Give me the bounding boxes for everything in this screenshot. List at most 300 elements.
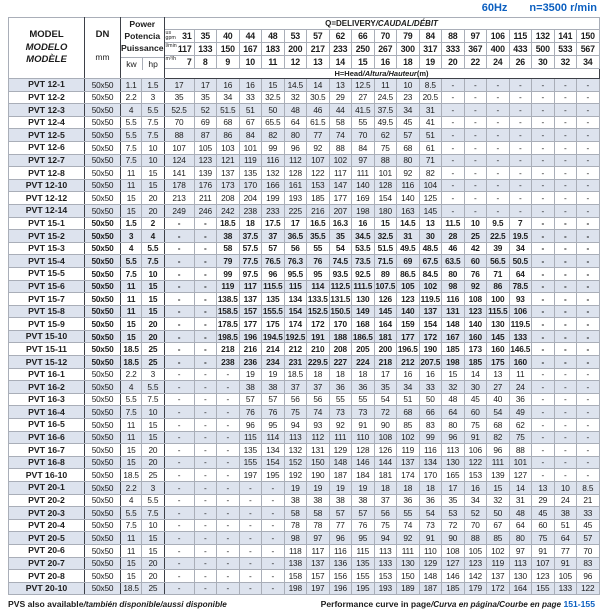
- head-cell: 138.5: [217, 293, 238, 304]
- head-cell: -: [577, 104, 600, 117]
- head-cell: 45: [532, 507, 555, 520]
- head-cell: 101: [374, 167, 397, 180]
- head-cell: 83: [577, 557, 600, 570]
- head-cell: -: [217, 431, 240, 444]
- head-cell: 177: [397, 330, 420, 343]
- head-cell: 129: [329, 444, 352, 457]
- model-cell: PVT 16-6: [9, 431, 85, 444]
- head-cell: 141: [164, 167, 194, 180]
- head-cell: 131.5: [330, 293, 351, 304]
- head-cell: 55: [329, 393, 352, 406]
- head-cell: 76: [239, 406, 262, 419]
- head-cell: 90: [374, 419, 397, 432]
- hp-cell: 15: [142, 532, 164, 545]
- head-cell: 11: [509, 368, 532, 381]
- model-cell: PVT 20-6: [9, 544, 85, 557]
- head-cell: 49.5: [397, 242, 420, 255]
- head-cell: 57: [262, 242, 285, 255]
- head-cell: 55: [397, 507, 420, 520]
- head-cell: 78.5: [509, 280, 532, 293]
- dn-cell: 50x50: [85, 167, 121, 180]
- head-cell: 24.5: [374, 91, 397, 104]
- model-cell: PVT 15-1: [9, 217, 85, 230]
- m3h-value: 20: [442, 56, 465, 69]
- table-row: [9, 456, 600, 469]
- head-cell: 13: [419, 217, 442, 230]
- kw-cell: 7.5: [121, 519, 142, 532]
- head-cell: 55: [352, 393, 375, 406]
- head-cell: 13: [532, 482, 555, 495]
- head-cell: 56: [374, 507, 397, 520]
- head-cell: -: [532, 305, 555, 318]
- gpm-value: 106: [487, 30, 510, 43]
- head-cell: 38: [239, 381, 262, 394]
- head-cell: 45: [577, 519, 600, 532]
- head-cell: 132: [284, 444, 307, 457]
- head-cell: -: [194, 419, 217, 432]
- head-cell: 213: [164, 192, 194, 205]
- hp-cell: 15: [142, 179, 164, 192]
- head-cell: 106: [464, 444, 487, 457]
- m3h-value: 12: [284, 56, 307, 69]
- head-cell: 64: [554, 532, 577, 545]
- hp-cell: 25: [142, 582, 164, 595]
- head-cell: -: [164, 280, 194, 293]
- model-cell: PVT 15-5: [9, 267, 85, 280]
- head-cell: 57: [352, 507, 375, 520]
- head-cell: 33: [239, 91, 262, 104]
- head-cell: 198: [352, 204, 375, 217]
- head-cell: 170: [239, 179, 262, 192]
- head-cell: -: [239, 507, 262, 520]
- head-cell: 74: [307, 406, 330, 419]
- dn-cell: 50x50: [85, 255, 121, 268]
- head-cell: 38: [217, 230, 240, 243]
- head-cell: 36: [329, 381, 352, 394]
- kw-cell: 7.5: [121, 406, 142, 419]
- model-cell: PVT 15-10: [9, 330, 85, 343]
- kw-cell: 1.5: [121, 217, 142, 230]
- head-cell: -: [509, 179, 532, 192]
- head-cell: 21: [577, 494, 600, 507]
- head-cell: 172: [419, 330, 442, 343]
- head-cell: 155: [532, 582, 555, 595]
- head-cell: -: [194, 570, 217, 583]
- head-cell: -: [262, 482, 285, 495]
- head-cell: -: [509, 154, 532, 167]
- head-cell: -: [577, 116, 600, 129]
- head-cell: 94: [374, 532, 397, 545]
- head-cell: -: [554, 91, 577, 104]
- head-cell: 216: [239, 343, 262, 356]
- head-cell: 25: [464, 230, 487, 243]
- model-cell: PVT 12-3: [9, 104, 85, 117]
- head-cell: -: [577, 129, 600, 142]
- head-cell: 104: [419, 179, 442, 192]
- head-cell: 137: [487, 570, 510, 583]
- head-cell: 113: [374, 544, 397, 557]
- head-cell: 113: [509, 557, 532, 570]
- head-cell: 130: [487, 318, 510, 331]
- head-cell: -: [194, 507, 217, 520]
- head-cell: 20.5: [419, 91, 442, 104]
- head-cell: 86: [487, 280, 510, 293]
- head-cell: 18: [419, 482, 442, 495]
- head-cell: 18: [374, 482, 397, 495]
- head-cell: 37.5: [239, 230, 262, 243]
- head-cell: 122: [577, 582, 600, 595]
- kw-cell: 15: [121, 557, 142, 570]
- head-cell: 160: [487, 343, 510, 356]
- head-cell: 107: [307, 154, 330, 167]
- head-cell: 152.5: [307, 306, 328, 317]
- head-cell: 234: [262, 356, 285, 369]
- head-cell: 32: [442, 381, 465, 394]
- hp-cell: 15: [142, 167, 164, 180]
- head-cell: -: [577, 192, 600, 205]
- head-cell: -: [509, 129, 532, 142]
- table-row: [9, 444, 600, 457]
- head-cell: -: [217, 557, 240, 570]
- model-cell: PVT 20-3: [9, 507, 85, 520]
- head-cell: -: [442, 141, 465, 154]
- head-cell: 148: [442, 318, 465, 331]
- dn-cell: 50x50: [85, 431, 121, 444]
- head-cell: 11.5: [442, 217, 465, 230]
- head-cell: -: [194, 532, 217, 545]
- head-cell: -: [532, 368, 555, 381]
- head-cell: 34.5: [352, 230, 375, 243]
- head-cell: 71.5: [374, 255, 397, 268]
- head-cell: 71: [419, 154, 442, 167]
- head-cell: 145: [374, 305, 397, 318]
- dn-cell: 50x50: [85, 570, 121, 583]
- head-cell: -: [554, 431, 577, 444]
- head-cell: 105: [464, 544, 487, 557]
- m3h-value: m³/h 7: [164, 56, 194, 69]
- dn-cell: 50x50: [85, 129, 121, 142]
- head-cell: 117: [329, 167, 352, 180]
- head-cell: -: [577, 179, 600, 192]
- head-cell: -: [577, 431, 600, 444]
- head-cell: 12.5: [352, 79, 375, 92]
- head-cell: 65.5: [262, 116, 285, 129]
- head-cell: -: [554, 343, 577, 356]
- head-cell: 119: [239, 154, 262, 167]
- head-cell: 148: [419, 570, 442, 583]
- head-cell: -: [554, 280, 577, 293]
- head-cell: -: [194, 267, 217, 280]
- head-cell: 216: [307, 204, 330, 217]
- model-cell: PVT 12-6: [9, 141, 85, 154]
- head-cell: 106: [509, 305, 532, 318]
- head-cell: 50.5: [509, 255, 532, 268]
- delivery-header: Q=DELIVERY/CAUDAL/DÉBIT: [164, 18, 599, 30]
- head-cell: 134: [419, 456, 442, 469]
- head-cell: -: [217, 532, 240, 545]
- head-cell: -: [239, 519, 262, 532]
- head-cell: -: [577, 406, 600, 419]
- pvs-note: PVS also available/también disponible/aussi disponible: [8, 599, 227, 609]
- head-cell: 14: [307, 79, 330, 92]
- dn-cell: 50x50: [85, 356, 121, 369]
- head-cell: 15: [262, 79, 285, 92]
- head-cell: -: [554, 116, 577, 129]
- head-cell: 127: [509, 469, 532, 482]
- head-cell: 57: [329, 507, 352, 520]
- hp-cell: 15: [142, 305, 164, 318]
- head-cell: 197: [307, 582, 330, 595]
- head-cell: 102: [487, 544, 510, 557]
- head-cell: -: [554, 330, 577, 343]
- head-cell: 46: [442, 242, 465, 255]
- head-cell: 84.5: [419, 267, 442, 280]
- head-cell: 150: [307, 456, 330, 469]
- head-cell: -: [554, 129, 577, 142]
- head-cell: 92.5: [352, 267, 375, 280]
- head-cell: -: [239, 570, 262, 583]
- model-cell: PVT 12-2: [9, 91, 85, 104]
- head-cell: -: [554, 419, 577, 432]
- head-cell: 179: [464, 582, 487, 595]
- head-cell: 55: [307, 242, 330, 255]
- head-cell: 61: [419, 141, 442, 154]
- head-cell: 212: [397, 356, 420, 369]
- head-cell: 167: [442, 330, 465, 343]
- head-cell: 30.5: [307, 91, 330, 104]
- head-cell: 29: [329, 91, 352, 104]
- table-row: [9, 230, 600, 243]
- head-cell: 82: [487, 431, 510, 444]
- head-cell: 83: [419, 419, 442, 432]
- head-cell: -: [464, 167, 487, 180]
- head-cell: -: [164, 217, 194, 230]
- head-cell: -: [194, 393, 217, 406]
- head-cell: 176: [194, 179, 217, 192]
- head-cell: -: [194, 456, 217, 469]
- head-cell: -: [194, 368, 217, 381]
- head-cell: 73: [352, 406, 375, 419]
- head-cell: 33: [577, 507, 600, 520]
- head-cell: 133: [374, 557, 397, 570]
- head-cell: 117: [307, 544, 330, 557]
- head-cell: 238: [217, 356, 240, 369]
- lmin-value: 150: [217, 43, 240, 56]
- head-cell: 137: [307, 557, 330, 570]
- hp-cell: 20: [142, 456, 164, 469]
- hp-cell: 10: [142, 519, 164, 532]
- head-cell: 18: [307, 368, 330, 381]
- head-cell: -: [532, 242, 555, 255]
- model-cell: PVT 15-4: [9, 255, 85, 268]
- model-cell: PVT 20-10: [9, 582, 85, 595]
- head-cell: -: [532, 129, 555, 142]
- hp-cell: 20: [142, 204, 164, 217]
- head-cell: 82: [262, 129, 285, 142]
- head-cell: 193: [284, 192, 307, 205]
- head-cell: -: [164, 570, 194, 583]
- head-cell: 88: [329, 141, 352, 154]
- head-cell: 69: [397, 255, 420, 268]
- head-cell: 210: [307, 343, 330, 356]
- head-cell: -: [262, 519, 285, 532]
- head-cell: 51: [419, 129, 442, 142]
- dn-cell: 50x50: [85, 104, 121, 117]
- head-cell: -: [577, 267, 600, 280]
- head-cell: 56: [284, 393, 307, 406]
- head-cell: 75: [532, 532, 555, 545]
- head-cell: -: [217, 393, 240, 406]
- kw-cell: 11: [121, 179, 142, 192]
- kw-unit-label: kw: [121, 58, 143, 71]
- head-cell: 154: [374, 192, 397, 205]
- head-cell: -: [164, 456, 194, 469]
- lmin-value: 433: [509, 43, 532, 56]
- head-cell: -: [262, 532, 285, 545]
- lmin-value: 233: [329, 43, 352, 56]
- hp-cell: 10: [142, 406, 164, 419]
- head-cell: 102: [329, 154, 352, 167]
- head-cell: 207: [329, 204, 352, 217]
- head-cell: 48: [442, 393, 465, 406]
- head-cell: -: [164, 532, 194, 545]
- head-cell: -: [464, 91, 487, 104]
- hp-cell: 20: [142, 570, 164, 583]
- head-cell: 19: [307, 482, 330, 495]
- model-cell: PVT 15-11: [9, 343, 85, 356]
- gpm-value: us gpm 31: [164, 30, 194, 43]
- gpm-value: 132: [532, 30, 555, 43]
- head-cell: 160: [509, 356, 532, 369]
- head-cell: 16: [352, 217, 375, 230]
- head-cell: 98: [442, 280, 465, 293]
- head-cell: 124: [164, 154, 194, 167]
- head-cell: 84: [239, 129, 262, 142]
- head-cell: -: [442, 129, 465, 142]
- head-cell: -: [487, 204, 510, 217]
- m3h-value: 30: [532, 56, 555, 69]
- gpm-value: 79: [397, 30, 420, 43]
- head-cell: -: [194, 519, 217, 532]
- m3h-value: 10: [239, 56, 262, 69]
- head-cell: -: [194, 381, 217, 394]
- head-cell: -: [487, 91, 510, 104]
- head-cell: 137: [397, 456, 420, 469]
- head-cell: 212: [284, 343, 307, 356]
- head-cell: 192.5: [285, 331, 306, 342]
- head-cell: 135: [352, 557, 375, 570]
- head-cell: 34: [397, 104, 420, 117]
- head-cell: 115: [352, 544, 375, 557]
- head-cell: 74: [329, 129, 352, 142]
- head-cell: 131: [442, 305, 465, 318]
- table-row: [9, 406, 600, 419]
- gpm-value: 97: [464, 30, 487, 43]
- head-cell: 233: [262, 204, 285, 217]
- head-cell: 96: [442, 431, 465, 444]
- head-cell: 95: [352, 532, 375, 545]
- head-cell: 72: [442, 519, 465, 532]
- head-cell: 194.5: [262, 331, 283, 342]
- dn-cell: 50x50: [85, 381, 121, 394]
- head-cell: 178: [164, 179, 194, 192]
- head-cell: 70: [352, 129, 375, 142]
- head-cell: -: [262, 570, 285, 583]
- head-cell: 187: [329, 469, 352, 482]
- head-cell: 14.5: [284, 79, 307, 92]
- head-cell: -: [509, 104, 532, 117]
- head-cell: 153: [307, 179, 330, 192]
- head-cell: -: [487, 79, 510, 92]
- head-cell: 197: [239, 469, 262, 482]
- head-cell: -: [577, 141, 600, 154]
- performance-table: [8, 17, 600, 595]
- dn-cell: 50x50: [85, 494, 121, 507]
- head-cell: 108: [442, 544, 465, 557]
- head-cell: 53.5: [352, 242, 375, 255]
- model-cell: PVT 16-4: [9, 406, 85, 419]
- head-cell: 191: [307, 330, 330, 343]
- head-cell: 45: [397, 116, 420, 129]
- head-cell: 16: [419, 368, 442, 381]
- table-row: [9, 532, 600, 545]
- head-cell: 72: [374, 406, 397, 419]
- head-cell: 51.5: [217, 104, 240, 117]
- head-cell: -: [194, 255, 217, 268]
- model-cell: PVT 20-7: [9, 557, 85, 570]
- kw-cell: 7.5: [121, 154, 142, 167]
- head-cell: 36: [509, 393, 532, 406]
- head-cell: 88: [509, 444, 532, 457]
- hp-cell: 7.5: [142, 255, 164, 268]
- model-cell: PVT 20-1: [9, 482, 85, 495]
- head-cell: 16: [239, 79, 262, 92]
- head-cell: 119: [217, 280, 240, 293]
- head-cell: -: [554, 79, 577, 92]
- kw-cell: 5.5: [121, 129, 142, 142]
- dn-header: DN mm: [85, 18, 121, 79]
- kw-cell: 18.5: [121, 469, 142, 482]
- head-cell: 174: [284, 318, 307, 331]
- head-cell: 164: [509, 582, 532, 595]
- head-cell: 137: [419, 305, 442, 318]
- head-cell: -: [239, 532, 262, 545]
- head-cell: 96: [262, 267, 285, 280]
- head-cell: -: [194, 544, 217, 557]
- head-cell: 22.5: [487, 230, 510, 243]
- head-cell: 116: [262, 154, 285, 167]
- head-cell: -: [164, 330, 194, 343]
- head-cell: -: [464, 116, 487, 129]
- head-cell: -: [164, 318, 194, 331]
- head-cell: 32.5: [262, 91, 285, 104]
- head-cell: 231: [284, 356, 307, 369]
- head-cell: -: [464, 104, 487, 117]
- head-cell: 35: [164, 91, 194, 104]
- head-cell: 64: [284, 116, 307, 129]
- gpm-value: 35: [194, 30, 217, 43]
- head-cell: 185: [442, 343, 465, 356]
- head-cell: 18: [239, 217, 262, 230]
- head-cell: 18: [397, 482, 420, 495]
- head-cell: 123: [464, 557, 487, 570]
- head-cell: 13: [487, 368, 510, 381]
- head-cell: 242: [217, 204, 240, 217]
- head-cell: 53: [442, 507, 465, 520]
- kw-cell: 18.5: [121, 582, 142, 595]
- gpm-value: 141: [554, 30, 577, 43]
- head-cell: 193: [374, 582, 397, 595]
